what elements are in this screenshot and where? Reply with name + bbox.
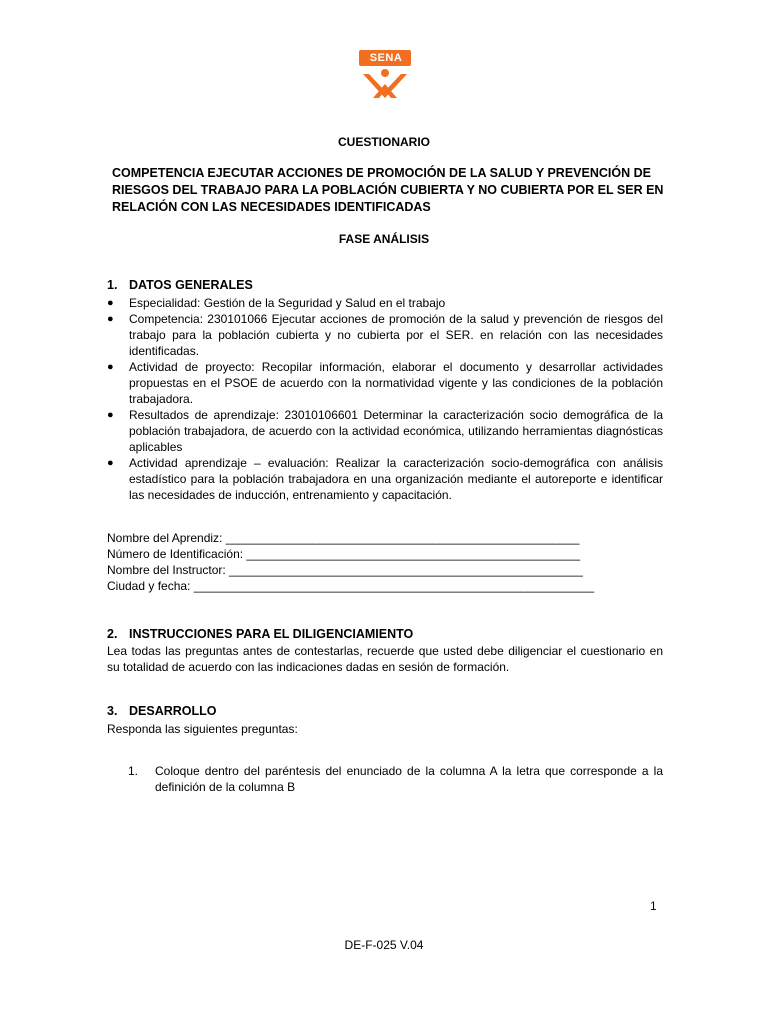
list-item-text: Competencia: 230101066 Ejecutar acciones de promoción de la salud y prevención de riesgos del trabajo para la población cubierta y no cubierta por el SER. en relación con las necesidades identificadas. bbox=[129, 312, 663, 358]
logo-text: SENA bbox=[369, 52, 403, 64]
phase-title: FASE ANÁLISIS bbox=[338, 232, 430, 246]
bullet-icon: ● bbox=[107, 313, 114, 325]
apprentice-name-field: Nombre del Aprendiz: _____________________________________________________ bbox=[107, 531, 580, 545]
list-item-text: Especialidad: Gestión de la Seguridad y Salud en el trabajo bbox=[129, 296, 446, 310]
instructions-text: Lea todas las preguntas antes de contestarlas, recuerde que usted debe diligenciar el cuestionario en su totalidad de acuerdo con las indicaciones dadas en sesión de formación. bbox=[107, 644, 663, 674]
question-text: Coloque dentro del paréntesis del enunciado de la columna A la letra que corresponde a la definición de la columna B bbox=[155, 764, 663, 794]
competence-heading: COMPETENCIA EJECUTAR ACCIONES DE PROMOCIÓN DE LA SALUD Y PREVENCIÓN DE RIESGOS DEL TRABAJO PARA LA POBLACIÓN CUBIERTA Y NO CUBIERTA POR EL SER EN RELACIÓN CON LAS NECESIDADES IDENTIFICADAS bbox=[112, 166, 664, 214]
development-intro: Responda las siguientes preguntas: bbox=[107, 722, 298, 736]
section-2-title: INSTRUCCIONES PARA EL DILIGENCIAMIENTO bbox=[129, 627, 414, 641]
section-1-heading bbox=[107, 278, 253, 292]
section-2-number: 2. bbox=[107, 627, 118, 641]
section-3-heading bbox=[107, 704, 217, 718]
list-item-text: Actividad aprendizaje – evaluación: Realizar la caracterización socio-demográfica con análisis estadístico para la población trabajadora en una organización mediante el autoreporte e identificar las necesidades de inducción, entrenamiento y capacitación. bbox=[129, 456, 663, 502]
list-item-text: Actividad de proyecto: Recopilar información, elaborar el documento y desarrollar actividades propuestas en el PSOE de acuerdo con la normatividad vigente y las condiciones de la población trabajadora. bbox=[129, 360, 663, 406]
list-item bbox=[107, 359, 663, 407]
list-item bbox=[107, 455, 663, 503]
city-date-field: Ciudad y fecha: ____________________________________________________________ bbox=[107, 579, 595, 593]
instructor-name-field: Nombre del Instructor: _____________________________________________________ bbox=[107, 563, 583, 577]
id-number-field: Número de Identificación: __________________________________________________ bbox=[107, 547, 581, 561]
section-2-heading bbox=[107, 627, 413, 641]
section-1-number: 1. bbox=[107, 278, 118, 292]
section-3-number: 3. bbox=[107, 704, 118, 718]
section-1-title: DATOS GENERALES bbox=[129, 278, 253, 292]
bullet-icon: ● bbox=[107, 457, 114, 469]
general-data-list bbox=[107, 295, 663, 503]
question-item bbox=[128, 763, 663, 795]
list-item bbox=[107, 311, 663, 359]
bullet-icon: ● bbox=[107, 409, 114, 421]
document-title: CUESTIONARIO bbox=[337, 135, 430, 149]
student-info-fields bbox=[107, 530, 667, 594]
list-item-text: Resultados de aprendizaje: 23010106601 Determinar la caracterización socio demográfica de la población trabajadora, de acuerdo con la actividad económica, utilizando herramientas diagnósticas aplicables bbox=[129, 408, 663, 454]
page-number: 1 bbox=[650, 899, 657, 913]
list-item bbox=[107, 407, 663, 455]
section-3-title: DESARROLLO bbox=[129, 704, 217, 718]
question-number: 1. bbox=[128, 764, 139, 778]
bullet-icon: ● bbox=[107, 361, 114, 373]
bullet-icon: ● bbox=[107, 297, 114, 309]
document-code: DE-F-025 V.04 bbox=[344, 938, 424, 952]
list-item bbox=[107, 295, 663, 311]
